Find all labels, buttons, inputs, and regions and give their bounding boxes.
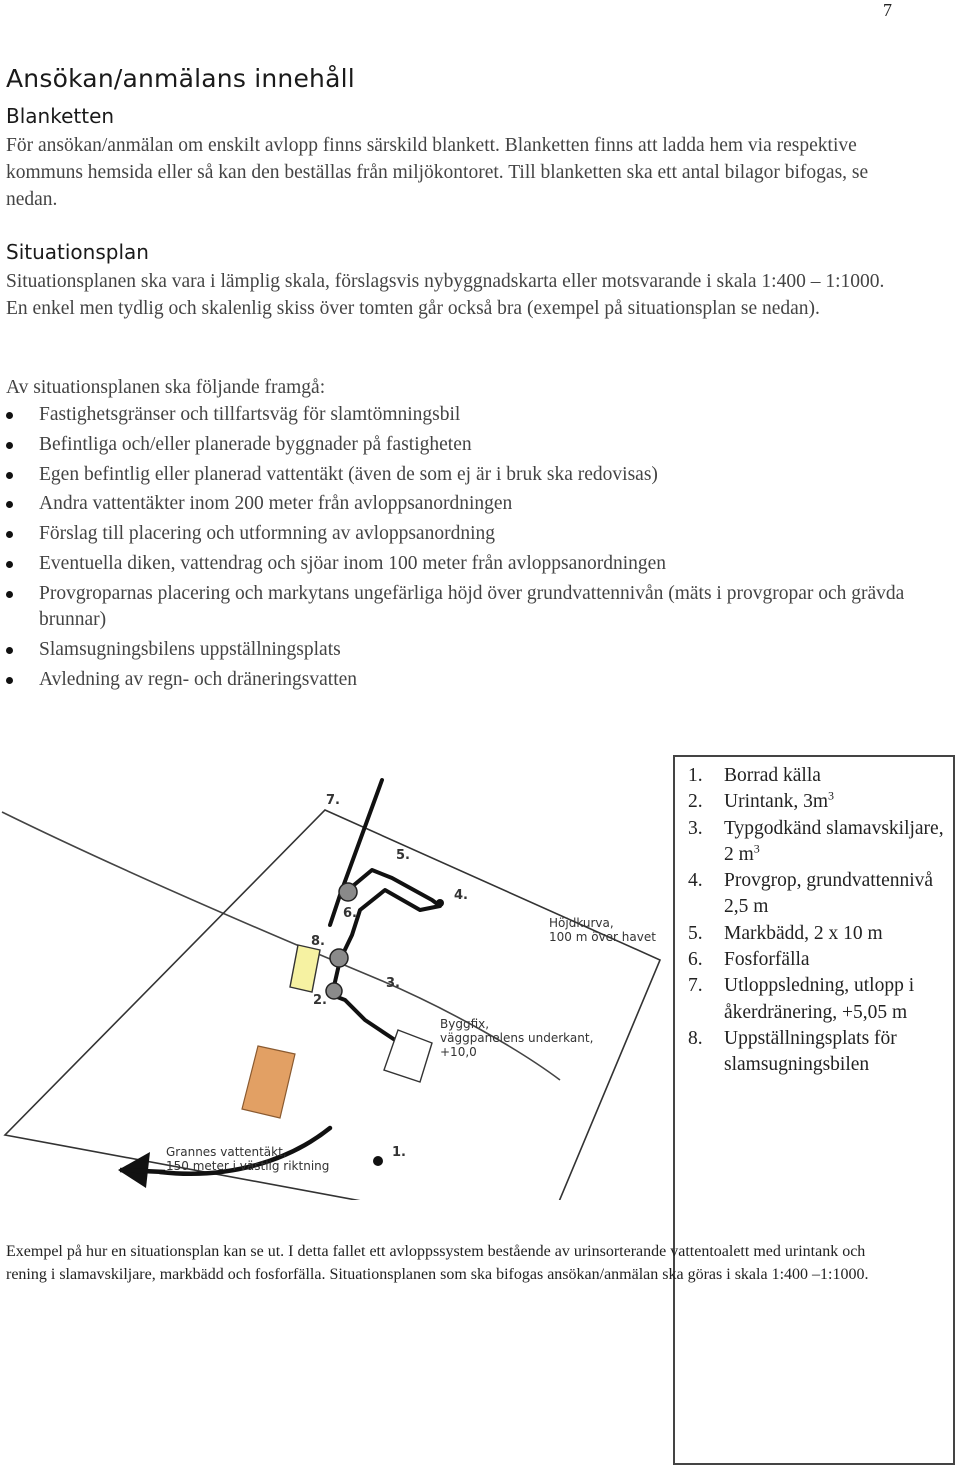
legend-item: 4. Provgrop, grundvattennivå 2,5 m: [688, 870, 934, 918]
building-label-line-2: väggpanelens underkant,: [440, 1031, 594, 1045]
map-number-6: 6.: [343, 906, 357, 921]
contour-label-line-1: Höjdkurva,: [549, 916, 614, 930]
list-item: Fastighetsgränser och tillfartsväg för slamtömningsbil: [6, 402, 906, 429]
parking-area-icon: [290, 945, 320, 992]
list-item: Avledning av regn- och dräneringsvatten: [6, 667, 906, 694]
map-number-4: 4.: [454, 888, 468, 903]
section-heading-blanketten: Blanketten: [6, 104, 115, 128]
list-item: Egen befintlig eller planerad vattentäkt (även de som ej är i bruk ska redovisas): [6, 462, 906, 489]
arrow-shaft: [120, 1170, 165, 1172]
page-title: Ansökan/anmälans innehåll: [6, 64, 355, 93]
map-number-8: 8.: [311, 934, 325, 949]
bullet-icon: [6, 412, 13, 419]
sewage-pipe: [332, 960, 395, 1040]
bullet-icon: [6, 647, 13, 654]
map-number-1: 1.: [392, 1145, 406, 1160]
legend-item: 7. Utloppsledning, utlopp i åkerdränering, +5,05 m: [688, 975, 915, 1023]
house-icon: [242, 1046, 295, 1118]
septic-tank-icon: [330, 949, 348, 967]
list-item: Provgroparnas placering och markytans ungefärliga höjd över grundvattennivån (mäts i provgropar och grävda brunnar): [6, 581, 906, 634]
page-number: 7: [883, 0, 892, 20]
neighbour-well-label-line-2: 150 meter i västlig riktning: [166, 1159, 330, 1173]
legend-item: 1. Borrad källa: [688, 765, 821, 786]
property-boundary: [5, 810, 660, 1200]
building-label-line-3: +10,0: [440, 1045, 477, 1059]
figure-caption: Exempel på hur en situationsplan kan se ut. I detta fallet ett avloppssystem bestående av urinsorterande vattentoalett med urintank och rening i slamavskiljare, markbädd och fosforfälla. Situationsplanen som ska bifogas ansökan/anmälan ska göras i skala 1:400 –1:1000.: [6, 1243, 869, 1283]
list-item: Andra vattentäkter inom 200 meter från avloppsanordningen: [6, 491, 906, 518]
trial-pit-icon: [436, 899, 444, 907]
situationsplan-paragraph: Situationsplanen ska vara i lämplig skala, förslagsvis nybyggnadskarta eller motsvarande i skala 1:400 – 1:1000. En enkel men tydlig och skalenlig skiss över tomten går också bra (exempel på situationsplan se nedan).: [6, 271, 885, 319]
bullet-icon: [6, 677, 13, 684]
map-number-5: 5.: [396, 848, 410, 863]
list-item: Slamsugningsbilens uppställningsplats: [6, 637, 906, 664]
building-label-line-1: Byggfix,: [440, 1017, 490, 1031]
bullet-icon: [6, 591, 13, 598]
map-number-3: 3.: [386, 976, 400, 991]
requirements-list: [6, 402, 906, 697]
map-number-7: 7.: [326, 793, 340, 808]
legend-item: 2. Urintank, $3m^3$: [688, 788, 834, 813]
bullet-icon: [6, 531, 13, 538]
urine-tank-icon: [326, 983, 342, 999]
blanketten-paragraph: För ansökan/anmälan om enskilt avlopp finns särskild blankett. Blanketten finns att ladda hem via respektive kommuns hemsida eller så kan den beställas från miljökontoret. Till blanketten ska ett antal bilagor bifogas, se nedan.: [6, 135, 869, 210]
neighbour-well-label-line-1: Grannes vattentäkt,: [166, 1145, 287, 1159]
legend-item: 6. Fosforfälla: [688, 949, 810, 971]
site-plan-diagram: [0, 760, 670, 1200]
drilled-well-icon: [373, 1156, 383, 1166]
bullet-icon: [6, 442, 13, 449]
section-heading-situationsplan: Situationsplan: [6, 240, 149, 264]
list-item: Förslag till placering och utformning av avloppsanordning: [6, 521, 906, 548]
map-number-2: 2.: [313, 993, 327, 1008]
list-item: Eventuella diken, vattendrag och sjöar inom 100 meter från avloppsanordningen: [6, 551, 906, 578]
list-intro: Av situationsplanen ska följande framgå:: [6, 377, 326, 398]
bullet-icon: [6, 501, 13, 508]
legend-item: 3. Typgodkänd slamavskiljare, 2 $m^3$: [688, 817, 944, 865]
legend-list: [688, 763, 948, 1079]
legend-item: 8. Uppställningsplats för slamsugningsbilen: [688, 1027, 897, 1076]
bullet-icon: [6, 472, 13, 479]
legend-item: 5. Markbädd, 2 x 10 m: [688, 922, 883, 944]
phosphorus-trap-icon: [339, 883, 357, 901]
bullet-icon: [6, 561, 13, 568]
list-item: Befintliga och/eller planerade byggnader på fastigheten: [6, 432, 906, 459]
contour-label-line-2: 100 m över havet: [549, 930, 656, 944]
